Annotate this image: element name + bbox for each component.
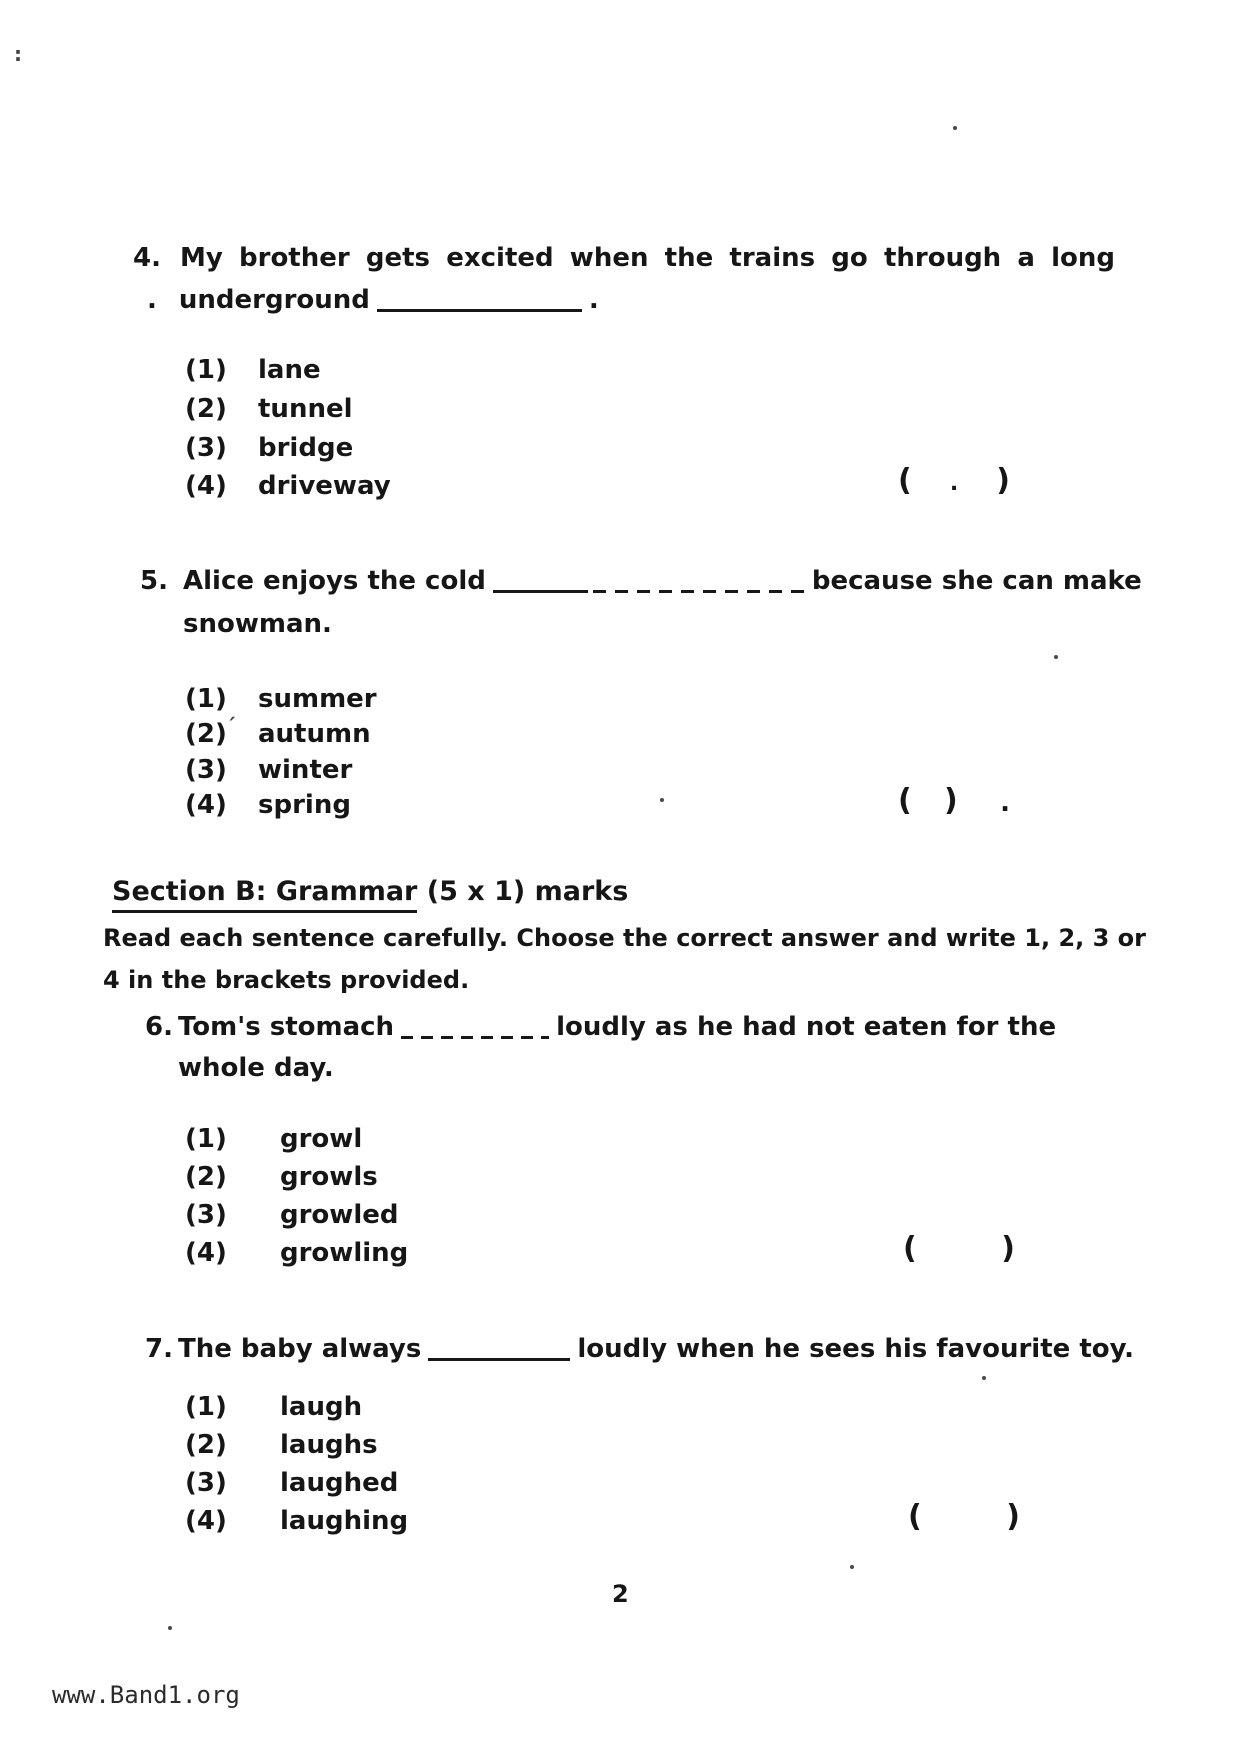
answer-bracket-q4 <box>898 463 1010 498</box>
question-4-option-4 <box>185 471 391 501</box>
option-label: spring <box>258 790 351 820</box>
question-6-pre-blank: Tom's stomach <box>178 1012 395 1042</box>
question-6-line1 <box>178 1012 1056 1042</box>
bracket-close: ) <box>1001 1231 1015 1266</box>
question-5-number: 5. <box>140 566 168 596</box>
question-4-option-2 <box>185 394 353 424</box>
bracket-open: ( <box>903 1231 917 1266</box>
scan-artifact-tick: ´ <box>226 714 236 738</box>
question-7-option-1 <box>185 1392 362 1422</box>
blank-dashed-segment <box>593 590 805 593</box>
option-number: (1) <box>185 1124 227 1154</box>
bracket-open: ( <box>898 783 912 818</box>
option-label: autumn <box>258 719 371 749</box>
bracket-close: ) <box>996 463 1010 498</box>
question-6-option-3 <box>185 1200 398 1230</box>
option-label: lane <box>258 355 321 385</box>
blank-solid-segment <box>493 590 588 593</box>
option-label: growled <box>280 1200 399 1230</box>
answer-bracket-q6 <box>903 1231 1015 1266</box>
question-4-line2 <box>147 285 599 315</box>
question-5-line1 <box>183 566 1142 596</box>
question-7-post-blank: loudly when he sees his favourite toy. <box>577 1334 1135 1364</box>
option-label: growling <box>280 1238 409 1268</box>
option-label: laughs <box>280 1430 378 1460</box>
question-5-post-blank: because she can make <box>811 566 1142 596</box>
option-label: tunnel <box>258 394 353 424</box>
question-6-number: 6. <box>145 1012 173 1042</box>
option-number: (2) <box>185 1430 227 1460</box>
option-number: (2) <box>185 394 227 424</box>
option-number: (4) <box>185 790 227 820</box>
bracket-inner-dot: . <box>949 471 959 496</box>
question-5-line2: snowman. <box>183 609 332 639</box>
question-7-number: 7. <box>145 1334 173 1364</box>
bracket-open: ( <box>908 1499 922 1534</box>
question-4-option-3 <box>185 433 353 463</box>
question-6-option-2 <box>185 1162 378 1192</box>
page-number: 2 <box>612 1580 629 1608</box>
option-label: bridge <box>258 433 354 463</box>
option-number: (4) <box>185 1506 227 1536</box>
instructions-line2: 4 in the brackets provided. <box>103 966 470 994</box>
question-4-line2-period: . <box>588 285 599 315</box>
option-number: (1) <box>185 1392 227 1422</box>
option-label: summer <box>258 684 377 714</box>
section-b-header <box>112 876 628 907</box>
answer-blank-q6 <box>401 1025 549 1039</box>
question-6-option-1 <box>185 1124 362 1154</box>
option-number: (4) <box>185 471 227 501</box>
question-7-pre-blank: The baby always <box>178 1334 422 1364</box>
answer-blank-q7 <box>428 1347 570 1361</box>
question-4-option-1 <box>185 355 321 385</box>
scan-speck <box>850 1565 854 1569</box>
question-4-number: 4. <box>133 243 161 273</box>
question-6-option-4 <box>185 1238 408 1268</box>
option-label: growl <box>280 1124 363 1154</box>
question-4-line1: My brother gets excited when the trains go through a long <box>180 243 1115 273</box>
option-number: (3) <box>185 1200 227 1230</box>
answer-bracket-q7 <box>908 1499 1020 1534</box>
bracket-close: ) <box>1006 1499 1020 1534</box>
scan-speck <box>1054 655 1058 659</box>
scan-speck <box>982 1376 986 1380</box>
question-5-option-2 <box>185 719 371 749</box>
option-number: (3) <box>185 755 227 785</box>
answer-blank-q4 <box>377 298 582 312</box>
question-7-option-4 <box>185 1506 408 1536</box>
answer-blank-q5 <box>493 579 805 593</box>
option-number: (1) <box>185 355 227 385</box>
instructions-line1: Read each sentence carefully. Choose the correct answer and write 1, 2, 3 or <box>103 924 1146 952</box>
bracket-after-period: . <box>1000 788 1010 818</box>
option-label: driveway <box>258 471 391 501</box>
scan-artifact-colon: : <box>14 42 22 66</box>
question-6-line2: whole day. <box>178 1053 334 1083</box>
section-b-title: Section B: Grammar <box>112 876 417 913</box>
bracket-close: ) <box>944 783 958 818</box>
option-label: laugh <box>280 1392 363 1422</box>
scan-stray-dot: . <box>147 285 157 315</box>
question-5-option-1 <box>185 684 377 714</box>
section-b-marks: (5 x 1) marks <box>417 876 629 907</box>
scan-speck <box>660 798 664 802</box>
option-number: (3) <box>185 433 227 463</box>
option-number: (2) <box>185 719 227 749</box>
scan-speck <box>168 1626 172 1630</box>
option-label: winter <box>258 755 353 785</box>
option-number: (2) <box>185 1162 227 1192</box>
option-number: (3) <box>185 1468 227 1498</box>
question-6-post-blank: loudly as he had not eaten for the <box>556 1012 1057 1042</box>
question-7-line1 <box>178 1334 1134 1364</box>
question-7-option-2 <box>185 1430 378 1460</box>
question-7-option-3 <box>185 1468 398 1498</box>
scan-speck <box>953 126 957 130</box>
question-5-pre-blank: Alice enjoys the cold <box>183 566 486 596</box>
option-label: laughing <box>280 1506 409 1536</box>
footer-watermark: www.Band1.org <box>52 1681 240 1709</box>
option-number: (4) <box>185 1238 227 1268</box>
answer-bracket-q5 <box>898 783 1010 818</box>
bracket-open: ( <box>898 463 912 498</box>
option-number: (1) <box>185 684 227 714</box>
question-4-line2-text: underground <box>178 285 370 315</box>
option-label: laughed <box>280 1468 399 1498</box>
question-5-option-4 <box>185 790 351 820</box>
question-5-option-3 <box>185 755 352 785</box>
option-label: growls <box>280 1162 378 1192</box>
